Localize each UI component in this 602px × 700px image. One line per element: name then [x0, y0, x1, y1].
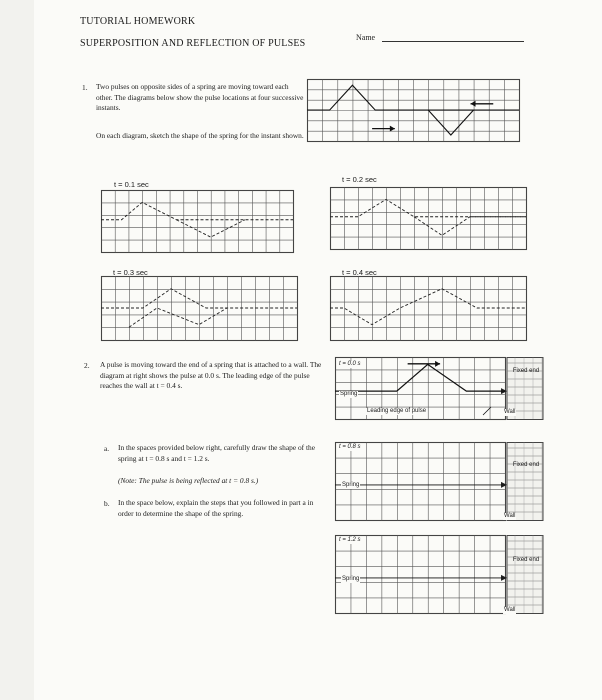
wall-label-t12: Wall	[504, 607, 516, 613]
pulse-up-dashed	[101, 289, 297, 308]
q1-number: 1.	[82, 83, 88, 92]
grid-border	[336, 443, 506, 521]
q2-number: 2.	[84, 361, 90, 370]
q1-instruction: On each diagram, sketch the shape of the spring for the instant shown.	[96, 131, 304, 140]
name-field-line[interactable]	[382, 40, 524, 42]
spring-pulse	[335, 364, 505, 391]
q2b-letter: b.	[104, 499, 110, 508]
grid-border	[336, 536, 506, 614]
q1-grid-t04[interactable]	[330, 276, 528, 342]
pulse-direction-arrow-head	[435, 361, 440, 367]
arrow-left-head	[471, 101, 476, 107]
q2-label-t08: t = 0.8 s	[339, 444, 361, 450]
q2-spring-label-t12: Spring	[342, 576, 360, 582]
q2-label-t0: t = 0.0 s	[339, 361, 361, 367]
q1-label-t04: t = 0.4 sec	[342, 268, 377, 277]
wall-block	[507, 536, 543, 614]
q1-label-t01: t = 0.1 sec	[114, 180, 149, 189]
q2a-letter: a.	[104, 444, 110, 453]
q2a-text: In the spaces provided below right, carefully draw the shape of the spring at t = 0.8 s and t = 1.2 s.	[118, 443, 316, 463]
q1-reference-diagram	[307, 79, 527, 146]
worksheet-subtitle: SUPERPOSITION AND REFLECTION OF PULSES	[80, 38, 306, 49]
q1-label-t02: t = 0.2 sec	[342, 175, 377, 184]
name-label: Name	[356, 33, 376, 42]
fixed-end-label-t12: Fixed end	[512, 557, 540, 563]
fixed-end-label-t08: Fixed end	[512, 462, 540, 468]
q1-text: Two pulses on opposite sides of a spring are moving toward each other. The diagrams below show the pulse locations at four successive instants.	[96, 82, 304, 113]
wall-label-t08: Wall	[504, 513, 516, 519]
pulse-up-dashed	[101, 202, 293, 219]
q1-grid-t03[interactable]	[101, 276, 299, 342]
leading-edge-label: Leading edge of pulse	[367, 408, 427, 414]
pulse-up-dashed	[330, 199, 526, 216]
q2b-text: In the space below, explain the steps that you followed in part a in order to determine the shape of the spring.	[118, 498, 314, 518]
pulse-up	[307, 85, 519, 110]
q2a-note: (Note: The pulse is being reflected at t = 0.8 s.)	[118, 476, 259, 485]
q1-label-t03: t = 0.3 sec	[113, 268, 148, 277]
q2-diagram-t08[interactable]	[335, 442, 547, 524]
pulse-up-dashed	[330, 289, 526, 325]
q2-text: A pulse is moving toward the end of a spring that is attached to a wall. The diagram at right shows the pulse at 0.0 s. The leading edge of the pulse reaches the wall at t = 0.4 s.	[100, 360, 322, 391]
pulse-down-dashed	[176, 220, 245, 237]
q2-label-t12: t = 1.2 s	[339, 537, 361, 543]
worksheet-title: TUTORIAL HOMEWORK	[80, 16, 196, 27]
fixed-end-label-t0: Fixed end	[512, 368, 540, 374]
wall-label-t0: Wall	[504, 409, 516, 415]
q2-diagram-t12[interactable]	[335, 535, 547, 617]
pulse-down-dashed	[414, 217, 526, 236]
arrow-right-head	[390, 126, 395, 132]
q2-spring-label-t08: Spring	[342, 482, 360, 488]
wall-block	[507, 443, 543, 521]
q1-grid-t01[interactable]	[101, 190, 295, 254]
q1-grid-t02[interactable]	[330, 187, 528, 251]
q2-spring-label-t0: Spring	[340, 391, 358, 397]
